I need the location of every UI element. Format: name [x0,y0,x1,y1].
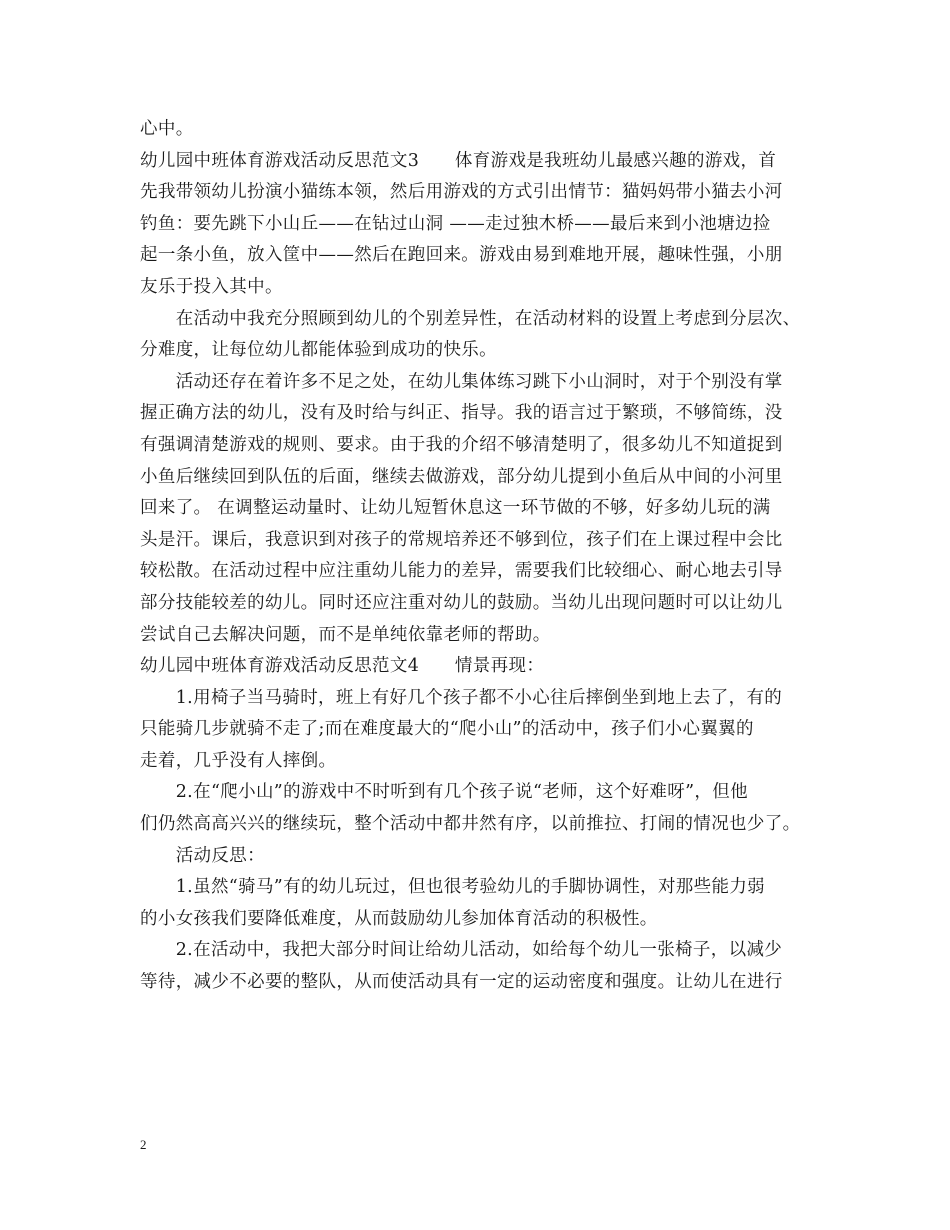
text-line: 尝试自己去解决问题，而不是单纯依靠老师的帮助。 [140,624,551,645]
text-line: 幼儿园中班体育游戏活动反思范文3 体育游戏是我班幼儿最感兴趣的游戏，首 [140,150,777,171]
text-line: 1.用椅子当马骑时，班上有好几个孩子都不小心往后摔倒坐到地上去了，有的 [140,687,783,708]
text-line: 们仍然高高兴兴的继续玩，整个活动中都井然有序，以前推拉、打闹的情况也少了。 [140,814,801,835]
document-body [140,114,830,999]
text-line: 回来了。 在调整运动量时、让幼儿短暂休息这一环节做的不够，好多幼儿玩的满 [140,498,771,519]
text-line: 幼儿园中班体育游戏活动反思范文4 情景再现： [140,656,545,677]
text-line: 友乐于投入其中。 [140,276,283,297]
text-line: 在活动中我充分照顾到幼儿的个别差异性，在活动材料的设置上考虑到分层次、 [140,308,801,329]
text-line: 的小女孩我们要降低难度，从而鼓励幼儿参加体育活动的积极性。 [140,908,658,929]
text-line: 2.在“爬小山”的游戏中不时听到有几个孩子说“老师，这个好难呀”，但他 [140,782,748,803]
text-line: 等待，减少不必要的整队，从而使活动具有一定的运动密度和强度。让幼儿在进行 [140,972,783,993]
text-line: 较松散。在活动过程中应注重幼儿能力的差异，需要我们比较细心、耐心地去引导 [140,561,783,582]
text-line: 握正确方法的幼儿，没有及时给与纠正、指导。我的语言过于繁琐，不够简练，没 [140,403,783,424]
text-line: 头是汗。课后，我意识到对孩子的常规培养还不够到位，孩子们在上课过程中会比 [140,529,783,550]
text-line: 活动反思： [140,845,265,866]
text-line: 2.在活动中，我把大部分时间让给幼儿活动，如给每个幼儿一张椅子，以减少 [140,940,783,961]
text-line: 先我带领幼儿扮演小猫练本领，然后用游戏的方式引出情节：猫妈妈带小猫去小河 [140,182,783,203]
text-line: 活动还存在着许多不足之处，在幼儿集体练习跳下小山洞时，对于个别没有掌 [140,371,783,392]
page-number: 2 [140,1137,147,1152]
text-line: 部分技能较差的幼儿。同时还应注重对幼儿的鼓励。当幼儿出现问题时可以让幼儿 [140,592,783,613]
text-line: 1.虽然“骑马”有的幼儿玩过，但也很考验幼儿的手脚协调性，对那些能力弱 [140,877,766,898]
text-line: 分难度，让每位幼儿都能体验到成功的快乐。 [140,340,497,361]
text-line: 走着，几乎没有人摔倒。 [140,750,337,771]
text-line: 心中。 [140,119,194,139]
text-line: 只能骑几步就骑不走了;而在难度最大的“爬小山”的活动中，孩子们小心翼翼的 [140,719,754,740]
text-line: 有强调清楚游戏的规则、要求。由于我的介绍不够清楚明了，很多幼儿不知道捉到 [140,434,783,455]
text-line: 小鱼后继续回到队伍的后面，继续去做游戏，部分幼儿提到小鱼后从中间的小河里 [140,466,783,487]
text-line: 钓鱼：要先跳下小山丘——在钻过山洞 ——走过独木桥——最后来到小池塘边捡 [140,213,771,234]
text-line: 起一条小鱼，放入筐中——然后在跑回来。游戏由易到难地开展，趣味性强，小朋 [140,245,783,266]
